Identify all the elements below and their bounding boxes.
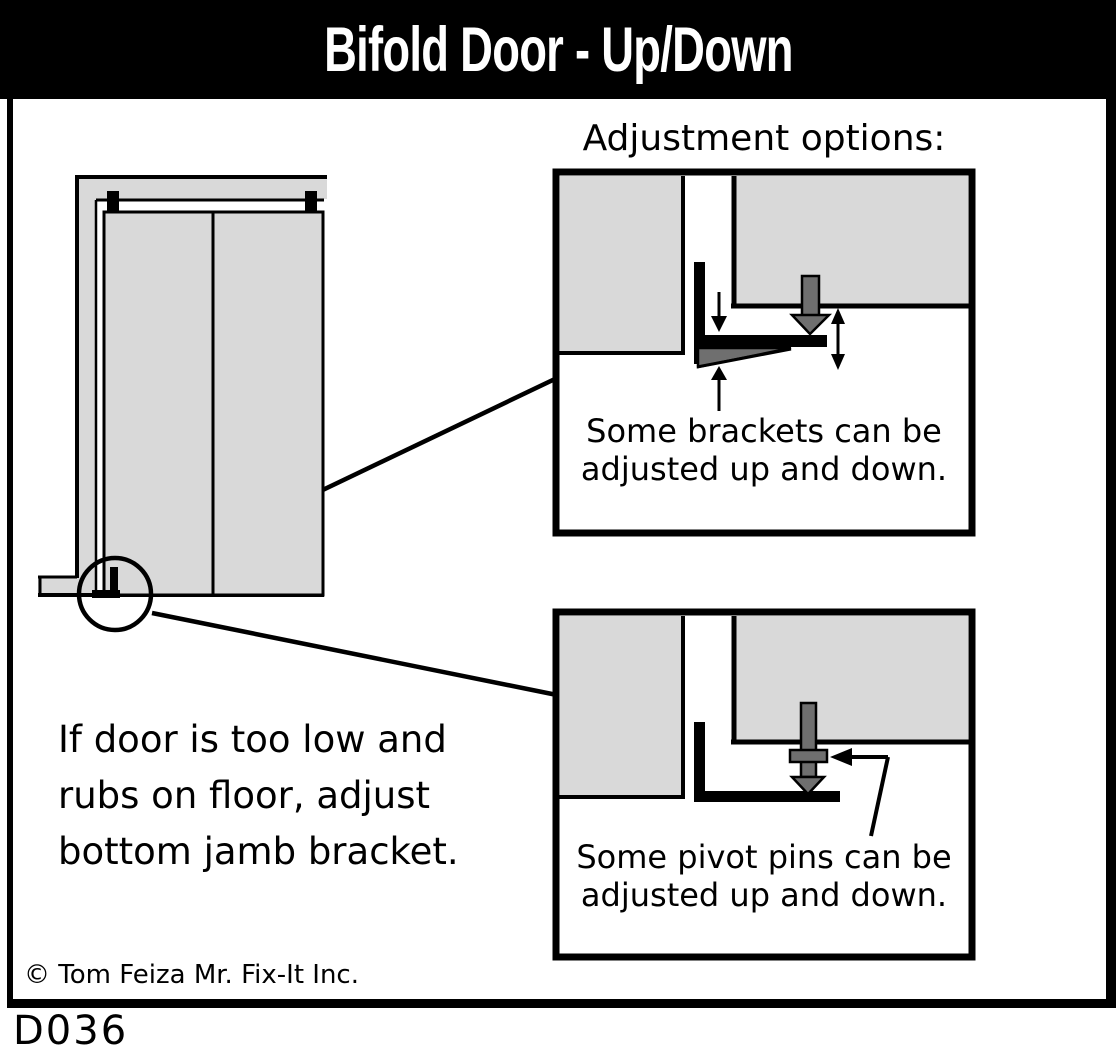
bracket-caption <box>562 412 966 488</box>
detail2-bracket-horizontal <box>694 791 840 802</box>
detail1-door-panel <box>734 176 968 306</box>
adjustment-options-label: Adjustment options: <box>582 118 946 159</box>
bracket-caption-line1: Some brackets can be <box>586 412 942 450</box>
pin-arrow-shaft <box>802 276 819 316</box>
connector-line-bottom <box>152 613 557 695</box>
pivot-caption-line1: Some pivot pins can be <box>576 838 952 876</box>
document-id: D036 <box>13 1008 129 1054</box>
jamb-bracket-vertical <box>110 567 118 594</box>
pivot-caption-line2: adjusted up and down. <box>580 876 948 914</box>
detail2-door-panel <box>734 616 968 742</box>
detail2-bracket-vertical <box>694 722 705 802</box>
detail2-jamb-panel <box>560 616 683 798</box>
bracket-caption-line2: adjusted up and down. <box>580 450 948 488</box>
pivot-caption <box>562 838 966 914</box>
detail1-bracket-horizontal <box>694 335 827 347</box>
bifold-door-drawing <box>38 175 327 630</box>
left-note-line2: rubs on floor, adjust <box>58 774 431 817</box>
left-jamb <box>77 176 97 596</box>
detail1-jamb-panel <box>560 176 683 354</box>
left-note <box>58 712 459 880</box>
jamb-bracket-horizontal <box>92 590 120 598</box>
page-title: Bifold Door - Up/Down <box>323 14 793 85</box>
pivot-pin-collar <box>790 750 827 762</box>
copyright-text: © Tom Feiza Mr. Fix-It Inc. <box>24 960 359 990</box>
left-note-line3: bottom jamb bracket. <box>58 830 459 873</box>
pivot-pin-shaft <box>801 703 816 777</box>
left-note-line1: If door is too low and <box>58 718 447 761</box>
